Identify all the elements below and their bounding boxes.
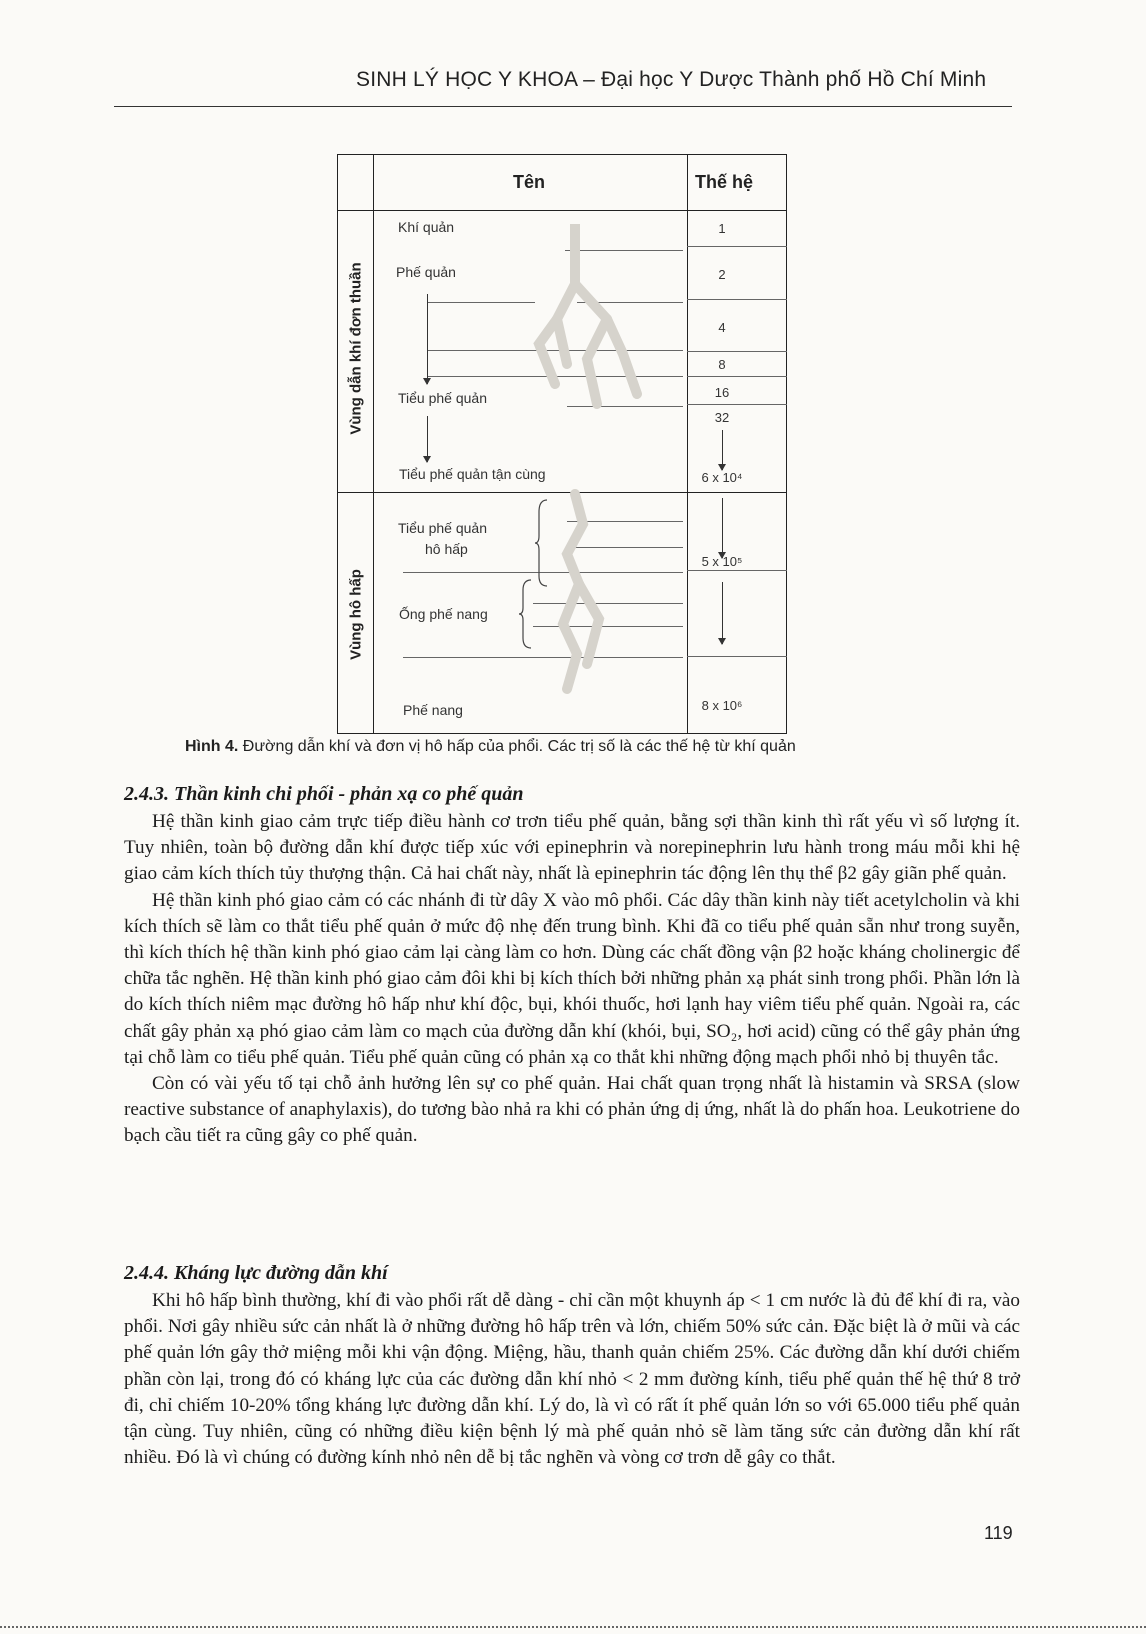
down-arrow-icon	[722, 430, 723, 470]
label-terminal-bronchioles: Tiểu phế quản tận cùng	[399, 466, 546, 482]
gen-row-line	[687, 570, 787, 571]
gen-1: 1	[718, 221, 726, 236]
down-arrow-icon	[722, 498, 723, 558]
gen-column-divider	[687, 154, 688, 734]
gen-row-line	[687, 351, 787, 352]
label-alveoli: Phế nang	[403, 702, 463, 718]
page-number: 119	[984, 1523, 1013, 1543]
down-arrow-icon	[722, 582, 723, 644]
paragraph: Hệ thần kinh phó giao cảm có các nhánh đi từ dây X vào mô phổi. Các dây thần kinh này tiết acetylcholin và khi kích thích sẽ làm co thắt tiểu phế quản ở mức độ nhẹ đến trung bình. Khi đã co tiểu phế quản sẵn như trong suyễn, thì kích thích hệ thần kinh phó giao cảm lại càng làm co hơn. Dùng các chất đồng vận β2 hoặc kháng cholinergic để chữa tắc nghẽn. Hệ thần kinh phó giao cảm đôi khi bị kích thích bởi những phản xạ phát sinh trong phổi. Phần lớn là do kích thích niêm mạc đường hô hấp như khí độc, bụi, khói thuốc, hơi lạnh hay viêm tiểu phế quản. Ngoài ra, các chất gây phản xạ phó giao cảm làm co mạch của đường dẫn khí (khói, bụi, SO₂, hơi acid) cũng có thể gây phản ứng tại chỗ làm co tiểu phế quản. Tiểu phế quản cũng có phản xạ co thắt khi những động mạch phổi nhỏ bị thuyên tắc.	[124, 889, 1020, 1068]
label-respiratory-bronchioles-2: hô hấp	[425, 541, 468, 557]
column-header-generation: Thế hệ	[695, 172, 754, 192]
label-alveolar-ducts: Ống phế nang	[399, 606, 488, 622]
gen-2: 2	[718, 267, 726, 282]
section-heading-2-4-3: 2.4.3. Thần kinh chi phối - phản xạ co phế quản	[124, 783, 524, 805]
gen-row-line	[687, 246, 787, 247]
paragraph: Còn có vài yếu tố tại chỗ ảnh hưởng lên sự co phế quản. Hai chất quan trọng nhất là histamin và SRSA (slow reactive substance of anaphylaxis), do tương bào nhả ra khi có phản ứng dị ứng, nhất là do phấn hoa. Leukotriene do bạch cầu tiết ra cũng gây co phế quản.	[124, 1073, 1020, 1147]
column-header-name: Tên	[513, 172, 546, 192]
down-arrow-icon	[427, 416, 428, 462]
airway-tree-illustration	[527, 224, 647, 704]
paragraph: Khi hô hấp bình thường, khí đi vào phổi rất dễ dàng - chỉ cần một khuynh áp < 1 cm nước là đủ để khí đi ra, vào phổi. Nơi gây nhiều sức cản nhất là ở những đường hô hấp trên và lớn, chiếm 50% sức cản. Đặc biệt là ở mũi và các phế quản lớn gây thở miệng mỗi khi vận động. Miệng, hầu, thanh quản chiếm 25%. Các đường dẫn khí dưới chiếm phần còn lại, trong đó có kháng lực của các đường dẫn khí nhỏ < 2 mm đường kính, tiểu phế quản thế hệ thứ 8 trở đi, chỉ chiếm 10-20% tổng kháng lực đường dẫn khí. Lý do, là vì có rất ít phế quản lớn so với 65.000 tiểu phế quản tận cùng. Tuy nhiên, cũng có những điều kiện bệnh lý mà phế quản nhỏ sẽ làm tăng sức cản đường dẫn khí rất nhiều. Đó là vì chúng có đường kính nhỏ nên dễ bị tắc nghẽn và vòng cơ trơn dễ gây co thắt.	[124, 1290, 1020, 1469]
gen-16: 16	[714, 385, 730, 400]
header-row-line	[337, 210, 787, 211]
airway-figure	[337, 154, 787, 734]
gen-row-line	[687, 404, 787, 405]
gen-6x10e4: 6 x 10⁴	[701, 470, 743, 485]
gen-5x10e5: 5 x 10⁵	[701, 554, 743, 569]
gen-8x10e6: 8 x 10⁶	[701, 698, 743, 713]
gen-row-line	[687, 299, 787, 300]
gen-4: 4	[718, 320, 726, 335]
section-2-4-4-body	[124, 1288, 1020, 1471]
gen-32: 32	[714, 410, 730, 425]
label-bronchioles: Tiểu phế quản	[398, 390, 487, 406]
caption-text: Đường dẫn khí và đơn vị hô hấp của phổi. Các trị số là các thế hệ từ khí quản	[238, 738, 796, 755]
header-rule	[114, 106, 1012, 107]
label-respiratory-bronchioles: Tiểu phế quản	[398, 520, 487, 536]
label-bronchi: Phế quản	[396, 264, 456, 280]
guide-line	[427, 302, 535, 303]
gen-row-line	[687, 656, 787, 657]
zone-label-conducting: Vùng dẫn khí đơn thuần	[347, 262, 365, 435]
down-arrow-icon	[427, 294, 428, 384]
gen-8: 8	[718, 357, 726, 372]
figure-caption	[185, 738, 796, 756]
page-bottom-border	[0, 1626, 1146, 1628]
section-heading-2-4-4: 2.4.4. Kháng lực đường dẫn khí	[124, 1262, 388, 1284]
paragraph: Hệ thần kinh giao cảm trực tiếp điều hành cơ trơn tiểu phế quản, bằng sợi thần kinh thì rất yếu vì số lượng ít. Tuy nhiên, toàn bộ đường dẫn khí được tiếp xúc với epinephrin và norepinephrin lưu hành trong máu mỗi khi hệ giao cảm kích thích tủy thượng thận. Cả hai chất này, nhất là epinephrin tác động lên thụ thể β2 gây giãn phế quản.	[124, 811, 1020, 885]
zone-label-respiratory: Vùng hô hấp	[347, 569, 365, 660]
running-header: SINH LÝ HỌC Y KHOA – Đại học Y Dược Thành phố Hồ Chí Minh	[356, 68, 987, 91]
gen-row-line	[687, 376, 787, 377]
zone-column-divider	[373, 154, 374, 734]
label-trachea: Khí quản	[398, 219, 455, 235]
section-2-4-3-body	[124, 809, 1020, 1150]
caption-label: Hình 4.	[185, 738, 239, 755]
